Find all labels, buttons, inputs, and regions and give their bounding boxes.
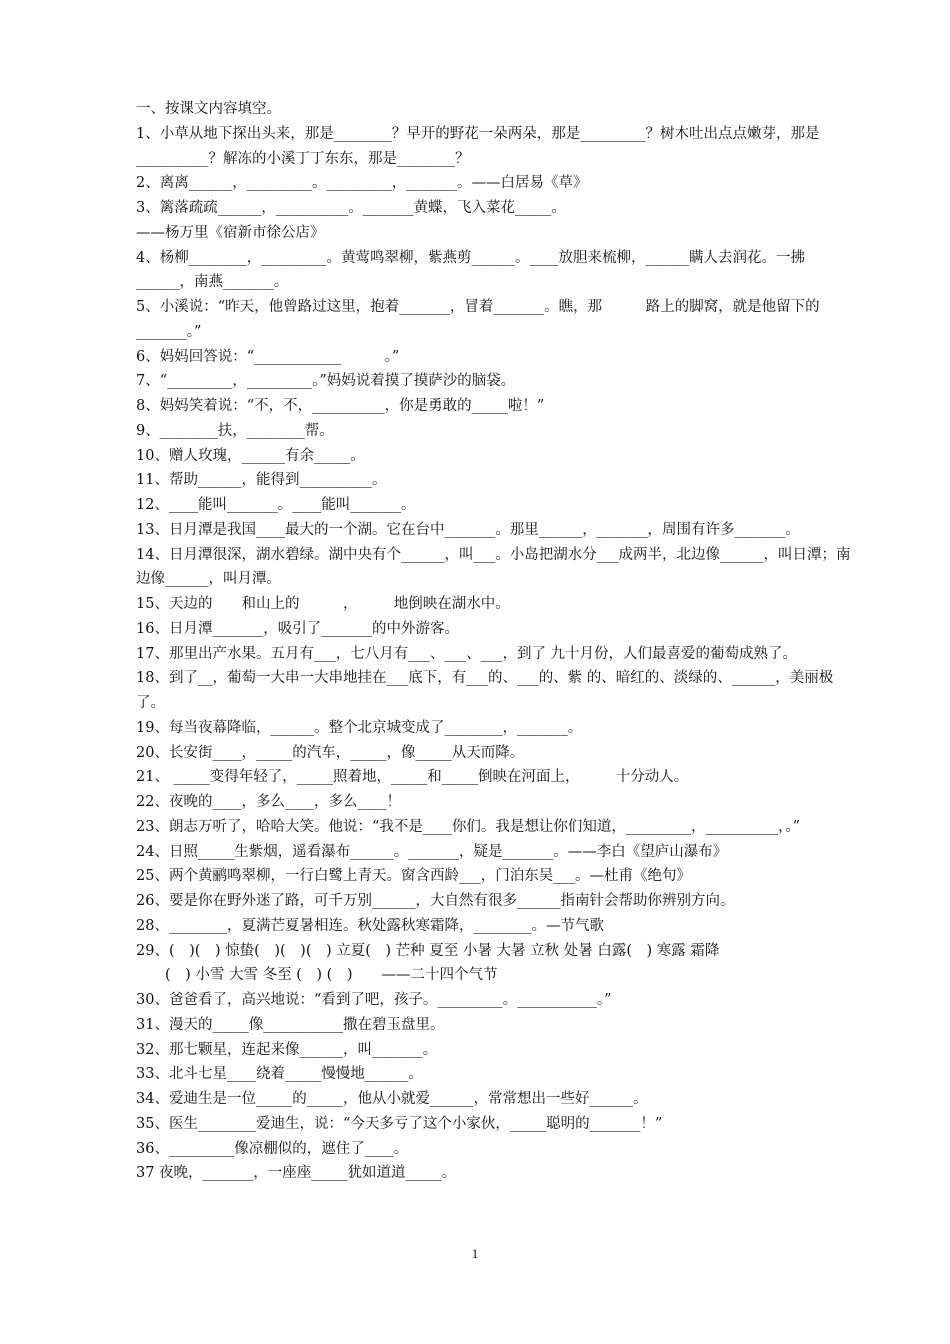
question-19: 19、每当夜幕降临，______。整个北京城变成了________，_______。 bbox=[136, 719, 583, 736]
question-33: 33、北斗七星____绕着_____慢慢地______。 bbox=[136, 1066, 423, 1083]
question-34: 34、爱迪生是一位_____的_____，他从小就爱______，常常想出一些好______。 bbox=[136, 1091, 648, 1107]
question-11: 11、帮助______，能得到__________。 bbox=[136, 472, 387, 489]
question-2: 2、离离______，_________。_________，_______。——白居易《草》 bbox=[136, 175, 588, 192]
question-21: 21、 _____变得年轻了，_____照着地，_____和_____倒映在河面上， 十分动人。 bbox=[136, 769, 689, 786]
question-4: 4、杨柳________，_________。黄莺鸣翠柳，紫燕剪______。____放胆来梳柳，______瞒人去润花。一拂______，南燕_______。 bbox=[136, 249, 805, 291]
question-8: 8、妈妈笑着说：“不，不，__________，你是勇敢的_____啦！” bbox=[136, 398, 545, 414]
question-32: 32、那七颗星，连起来像______，叫_______。 bbox=[136, 1041, 438, 1058]
question-16: 16、日月潭_______，吸引了_______的中外游客。 bbox=[136, 620, 459, 637]
question-29-continued: ( ) 小雪 大雪 冬至 ( ) ( ) ——二十四个气节 bbox=[136, 967, 498, 984]
question-15: 15、天边的 和山上的 ， 地倒映在湖水中。 bbox=[136, 596, 510, 612]
question-7: 7、“_________，_________。”妈妈说着摸了摸萨沙的脑袋。 bbox=[136, 373, 516, 390]
question-22: 22、夜晚的____，多么____，多么____！ bbox=[136, 794, 401, 810]
section-heading: 一、按课文内容填空。 bbox=[136, 101, 281, 117]
question-3-attribution: ——杨万里《宿新市徐公店》 bbox=[136, 224, 325, 241]
question-30: 30、爸爸看了，高兴地说：“看到了吧，孩子。_________。___________。” bbox=[136, 992, 612, 1008]
question-31: 31、漫天的_____像___________撒在碧玉盘里。 bbox=[136, 1016, 445, 1033]
question-6: 6、妈妈回答说：“____________ 。” bbox=[136, 348, 400, 365]
question-25: 25、两个黄鹂鸣翠柳，一行白鹭上青天。窗含西龄___，门泊东吴___。—杜甫《绝句》 bbox=[136, 868, 691, 885]
question-13: 13、日月潭是我国____最大的一个湖。它在台中_______。那里______，_______，周围有许多_______。 bbox=[136, 521, 800, 538]
question-17: 17、那里出产水果。五月有___，七八月有___、___、___，到了 九十月份，人们最喜爱的葡萄成熟了。 bbox=[136, 645, 798, 662]
question-14: 14、日月潭很深，湖水碧绿。湖中央有个______，叫___。小岛把湖水分___成两半，北边像______，叫日潭；南边像______，叫月潭。 bbox=[136, 546, 851, 588]
page-number: 1 bbox=[471, 1246, 479, 1261]
question-28: 28、________，夏满芒夏暑相连。秋处露秋寒霜降，________。—节气歌 bbox=[136, 917, 604, 934]
question-36: 36、_________像凉棚似的，遮住了____。 bbox=[136, 1140, 409, 1157]
question-3: 3、篱落疏疏______，__________。_______黄蝶，飞入菜花_____。 bbox=[136, 200, 566, 216]
question-37: 37 夜晚，_______，一座座_____犹如道道_____。 bbox=[136, 1165, 457, 1182]
question-9: 9、________扶，________帮。 bbox=[136, 422, 334, 439]
question-20: 20、长安街____，_____的汽车，_____，像_____从天而降。 bbox=[136, 744, 525, 761]
question-29: 29、( )( ) 惊蛰( )( )( ) 立夏( ) 芒种 夏至 小暑 大暑 立秋 处暑 白露( ) 寒露 霜降 bbox=[136, 942, 720, 959]
question-26: 26、要是你在野外迷了路，可千万别______，大自然有很多______指南针会帮助你辨别方向。 bbox=[136, 893, 735, 909]
question-23: 23、朗志万听了，哈哈大笑。他说：“我不是____你们。我是想让你们知道，_________，__________，。” bbox=[136, 818, 801, 835]
question-24: 24、日照_____生紫烟，遥看瀑布______。_______，疑是_______。——李白《望庐山瀑布》 bbox=[136, 843, 728, 860]
question-18: 18、到了__，葡萄一大串一大串地挂在___底下，有___的、___的、紫 的、暗红的、淡绿的、______，美丽极了。 bbox=[136, 670, 834, 711]
question-10: 10、赠人玫瑰，______有余_____。 bbox=[136, 447, 365, 464]
question-5: 5、小溪说：“昨天，他曾路过这里，抱着_______，冒着_______。瞧，那 路上的脚窝，就是他留下的_______。” bbox=[136, 299, 820, 340]
question-12: 12、____能叫_______。____能叫_______。 bbox=[136, 497, 416, 513]
question-1: 1、小草从地下探出头来，那是________？早开的野花一朵两朵，那是_________？树木吐出点点嫩芽，那是__________？解冻的小溪丁丁东东，那是________？ bbox=[136, 125, 820, 167]
worksheet-body bbox=[136, 97, 862, 1186]
question-35: 35、医生________爱迪生，说：“今天多亏了这个小家伙，_____聪明的_______！” bbox=[136, 1115, 663, 1132]
